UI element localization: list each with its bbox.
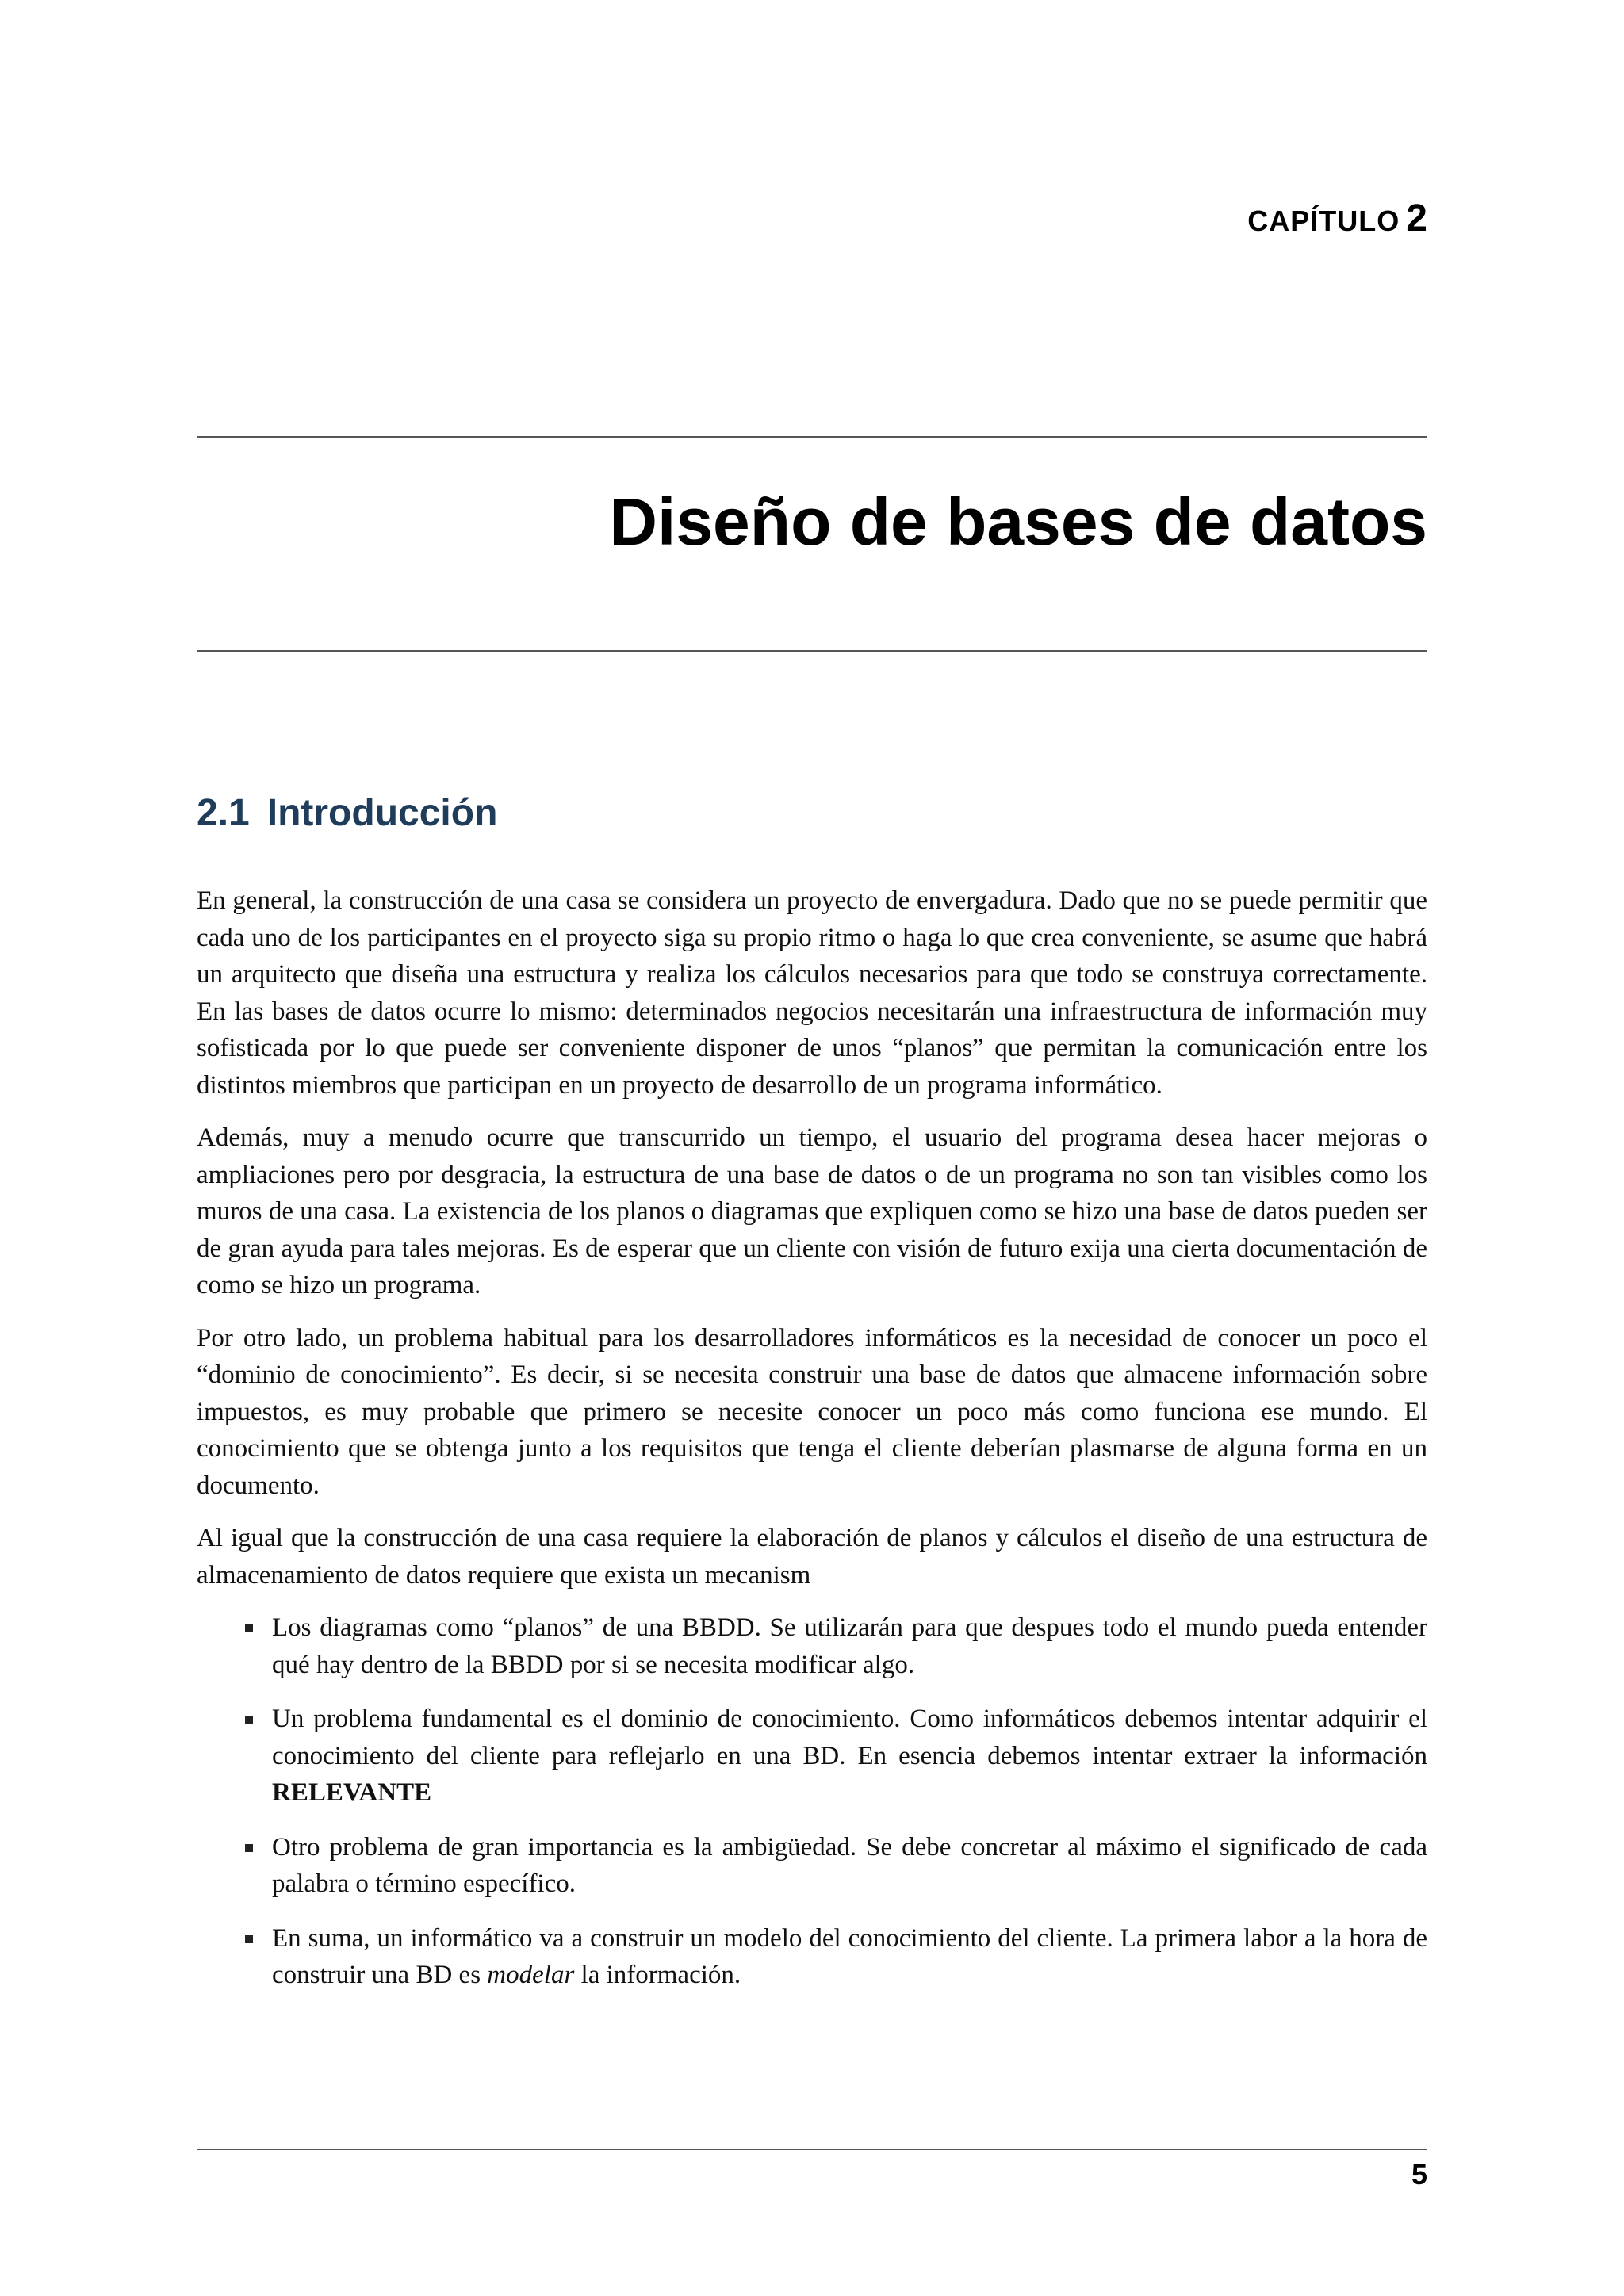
paragraph: Al igual que la construcción de una casa requiere la elaboración de planos y cálculos el diseño de una estructura de almacenamiento de datos requiere que exista un mecanism [197, 1524, 1427, 1590]
square-bullet-icon [245, 1716, 253, 1724]
document-page [197, 0, 1427, 2296]
paragraph: Además, muy a menudo ocurre que transcurrido un tiempo, el usuario del programa desea hacer mejoras o ampliaciones pero por desgracia, la estructura de una base de datos o de un programa no son tan visibles como los muros de una casa. La existencia de los planos o diagramas que expliquen como se hizo una base de datos pueden ser de gran ayuda para tales mejoras. Es de esperar que un cliente con visión de futuro exija una cierta documentación de como se hizo un programa. [197, 1123, 1427, 1299]
body-text [197, 882, 1427, 2011]
square-bullet-icon [245, 1935, 253, 1943]
chapter-label [1247, 197, 1427, 240]
emphasis-italic: modelar [487, 1961, 575, 1989]
section-number: 2.1 [197, 792, 250, 834]
list-item [272, 1920, 1427, 1994]
section-title: Introducción [266, 792, 498, 834]
section-heading [197, 791, 497, 835]
list-item-text: En suma, un informático va a construir un modelo del conocimiento del cliente. La primera labor a la hora de construir una BD es [272, 1923, 1427, 1989]
paragraph: En general, la construcción de una casa se considera un proyecto de envergadura. Dado que no se puede permitir que cada uno de los participantes en el proyecto siga su propio ritmo o haga lo que crea conveniente, se asume que habrá un arquitecto que diseña una estructura y realiza los cálculos necesarios para que todo se construya correctamente. En las bases de datos ocurre lo mismo: determinados negocios necesitarán una infraestructura de información muy sofisticada por lo que puede ser conveniente disponer de unos “planos” que permitan la comunicación entre los distintos miembros que participan en un proyecto de desarrollo de un programa informático. [197, 886, 1427, 1100]
chapter-number: 2 [1406, 197, 1427, 239]
footer-rule [197, 2149, 1427, 2150]
square-bullet-icon [245, 1844, 253, 1852]
bullet-list [197, 1609, 1427, 1994]
page-number: 5 [1411, 2158, 1427, 2191]
list-item [272, 1829, 1427, 1903]
chapter-title: Diseño de bases de datos [609, 484, 1427, 559]
chapter-label-word: CAPÍTULO [1247, 205, 1400, 237]
list-item-text: Los diagramas como “planos” de una BBDD. Se utilizarán para que despues todo el mundo pueda entender qué hay dentro de la BBDD por si se necesita modificar algo. [272, 1613, 1427, 1679]
chapter-title-bottom-rule [197, 650, 1427, 652]
list-item [272, 1701, 1427, 1812]
square-bullet-icon [245, 1624, 253, 1632]
list-item-text: la información. [574, 1961, 741, 1989]
chapter-title-top-rule [197, 436, 1427, 438]
list-item-text: Otro problema de gran importancia es la ambigüedad. Se debe concretar al máximo el significado de cada palabra o término específico. [272, 1832, 1427, 1898]
paragraph: Por otro lado, un problema habitual para los desarrolladores informáticos es la necesidad de conocer un poco el “dominio de conocimiento”. Es decir, si se necesita construir una base de datos que almacene información sobre impuestos, es muy probable que primero se necesite conocer un poco más como funciona ese mundo. El conocimiento que se obtenga junto a los requisitos que tenga el cliente deberían plasmarse de alguna forma en un documento. [197, 1323, 1427, 1500]
list-item-text: Un problema fundamental es el dominio de conocimiento. Como informáticos debemos intentar adquirir el conocimiento del cliente para reflejarlo en una BD. En esencia debemos intentar extraer la información [272, 1705, 1427, 1770]
list-item [272, 1609, 1427, 1683]
emphasis-bold: RELEVANTE [272, 1778, 432, 1807]
